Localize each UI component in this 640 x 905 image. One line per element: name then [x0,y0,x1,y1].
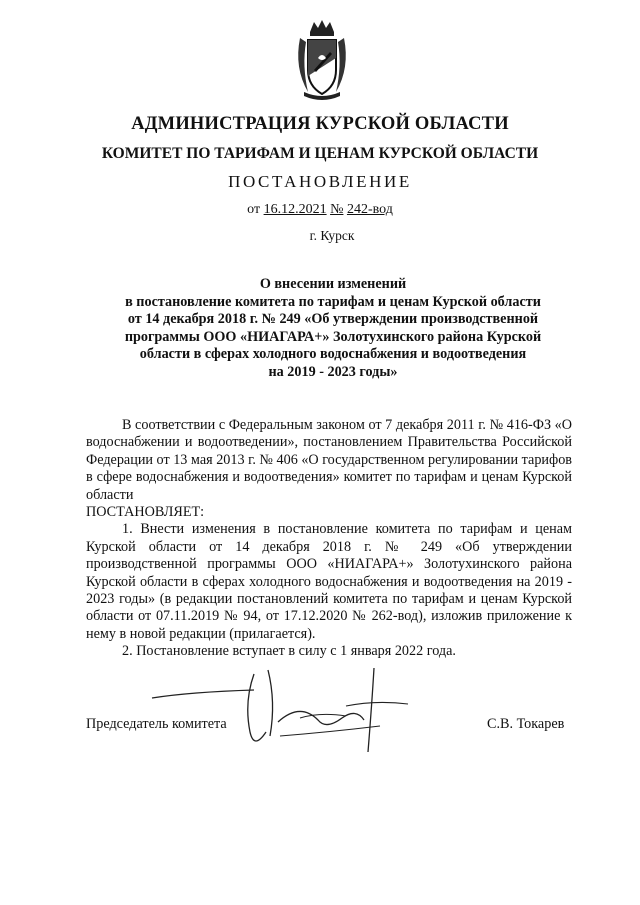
subject-line: на 2019 - 2023 годы» [268,363,398,380]
document-body [86,417,572,661]
subject-line: от 14 декабря 2018 г. № 249 «Об утверждении производственной [127,311,539,328]
preamble-paragraph: В соответствии с Федеральным законом от 7 декабря 2011 г. № 416-ФЗ «О водоснабжении и водоотведении», постановлением Правительства Российской Федерации от 13 мая 2013 г. № 406 «О государственном регулировании тарифов в сфере водоснабжения и водоотведения» комитет по тарифам и ценам Курской области [86,417,573,503]
committee-title: КОМИТЕТ ПО ТАРИФАМ И ЦЕНАМ КУРСКОЙ ОБЛАСТИ [101,145,539,162]
document-subject [98,276,568,382]
city: г. Курск [309,228,355,243]
subject-line: в постановление комитета по тарифам и ценам Курской области [125,293,541,310]
administration-title: АДМИНИСТРАЦИЯ КУРСКОЙ ОБЛАСТИ [131,114,509,134]
signatory-name: С.В. Токарев [487,716,565,732]
signatory-title: Председатель комитета [86,716,227,732]
subject-line: области в сферах холодного водоснабжения и водоотведения [139,346,527,363]
document-date: 16.12.2021 [263,202,327,217]
subject-line: программы ООО «НИАГАРА+» Золотухинского района Курской [124,328,542,345]
date-line [0,202,640,218]
handwritten-signature [150,662,410,754]
date-prefix: от [247,202,261,217]
coat-of-arms-icon [290,18,354,100]
subject-line: О внесении изменений [259,276,407,292]
number-prefix: № [330,202,344,217]
item-2-paragraph: 2. Постановление вступает в силу с 1 января 2022 года. [122,643,456,660]
item-1-paragraph: 1. Внести изменения в постановление комитета по тарифам и ценам Курской области от 14 декабря 2018 г. № 249 «Об утверждении производственной программы ООО «НИАГАРА+» Золотухинского района Курской области в сферах холодного водоснабжения и водоотведения на 2019 - 2023 годы» (в редакции постановлений комитета по тарифам и ценам Курской области от 07.11.2019 № 94, от 17.12.2020 № 262-вод), изложив приложение к нему в новой редакции (прилагается). [86,521,572,642]
document-number: 242-вод [346,202,393,217]
decides-heading: ПОСТАНОВЛЯЕТ: [86,504,205,521]
document-type: ПОСТАНОВЛЕНИЕ [228,172,412,191]
